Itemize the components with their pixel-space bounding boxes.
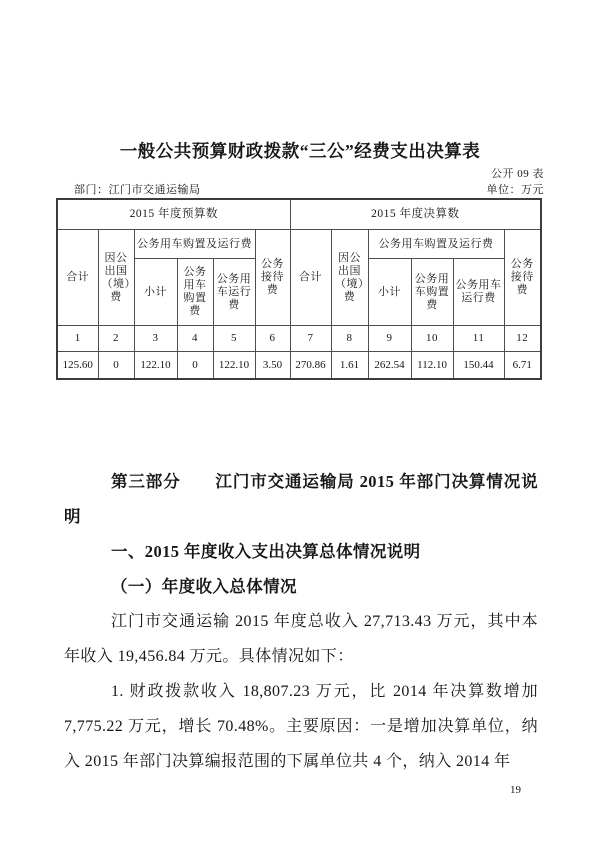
value-cell: 262.54 xyxy=(368,352,411,380)
paragraph-total-income: 江门市交通运输 2015 年度总收入 27,713.43 万元，其中本年收入 19,456.84 万元。具体情况如下： xyxy=(64,613,538,665)
value-cell: 270.86 xyxy=(290,352,331,380)
column-number-cell: 5 xyxy=(213,326,255,352)
column-number-cell: 4 xyxy=(177,326,213,352)
header-reception-budget: 公务接待费 xyxy=(255,230,290,326)
page-number: 19 xyxy=(510,784,521,796)
document-title: 一般公共预算财政拨款“三公”经费支出决算表 xyxy=(119,141,481,161)
header-vehicle-group-budget: 公务用车购置及运行费 xyxy=(134,230,255,259)
column-number-cell: 6 xyxy=(255,326,290,352)
column-number-cell: 8 xyxy=(331,326,368,352)
value-cell: 1.61 xyxy=(331,352,368,380)
header-vehicle-purchase-budget: 公务用车购置费 xyxy=(177,259,213,326)
subheading-overall-statement: 一、2015 年度收入支出决算总体情况说明 xyxy=(111,542,421,561)
unit-label: 单位：万元 xyxy=(486,184,544,196)
header-abroad-final: 因公出国（境）费 xyxy=(331,230,368,326)
subheading-annual-income: （一）年度收入总体情况 xyxy=(111,577,297,596)
table-meta-row xyxy=(57,181,544,197)
final-group-header: 2015 年度决算数 xyxy=(290,199,541,230)
column-number-cell: 2 xyxy=(98,326,134,352)
value-cell: 122.10 xyxy=(213,352,255,380)
column-number-row xyxy=(57,326,541,352)
section-three-heading: 第三部分 江门市交通运输局 2015 年部门决算情况说明 xyxy=(64,472,538,526)
column-number-cell: 7 xyxy=(290,326,331,352)
value-cell: 3.50 xyxy=(255,352,290,380)
value-cell: 0 xyxy=(177,352,213,380)
column-number-cell: 11 xyxy=(453,326,504,352)
column-number-cell: 3 xyxy=(134,326,177,352)
column-number-cell: 9 xyxy=(368,326,411,352)
value-cell: 0 xyxy=(98,352,134,380)
value-cell: 112.10 xyxy=(411,352,453,380)
value-cell: 125.60 xyxy=(57,352,98,380)
header-vehicle-operation-budget: 公务用车运行费 xyxy=(213,259,255,326)
paragraph-fiscal-allocation: 1. 财政拨款收入 18,807.23 万元，比 2014 年决算数增加 7,775.22 万元，增长 70.48%。主要原因：一是增加决算单位，纳入 2015 年部门决算编报范围的下属单位共 4 个，纳入 2014 年 xyxy=(64,683,538,770)
table-header-row xyxy=(57,230,541,259)
three-public-expense-table xyxy=(56,198,542,380)
department-label: 部门：江门市交通运输局 xyxy=(74,184,201,196)
header-subtotal-final: 小计 xyxy=(368,259,411,326)
expense-table-wrapper xyxy=(56,198,542,380)
column-number-cell: 10 xyxy=(411,326,453,352)
table-values-row xyxy=(57,352,541,380)
header-subtotal-budget: 小计 xyxy=(134,259,177,326)
narrative-section xyxy=(64,464,538,779)
header-vehicle-purchase-final: 公务用车购置费 xyxy=(411,259,453,326)
column-number-cell: 1 xyxy=(57,326,98,352)
header-abroad-budget: 因公出国（境）费 xyxy=(98,230,134,326)
header-reception-final: 公务接待费 xyxy=(504,230,541,326)
column-number-cell: 12 xyxy=(504,326,541,352)
value-cell: 6.71 xyxy=(504,352,541,380)
budget-group-header: 2015 年度预算数 xyxy=(57,199,290,230)
value-cell: 122.10 xyxy=(134,352,177,380)
value-cell: 150.44 xyxy=(453,352,504,380)
header-total-budget: 合计 xyxy=(57,230,98,326)
header-vehicle-group-final: 公务用车购置及运行费 xyxy=(368,230,504,259)
table-group-header-row xyxy=(57,199,541,230)
header-vehicle-operation-final: 公务用车运行费 xyxy=(453,259,504,326)
header-total-final: 合计 xyxy=(290,230,331,326)
form-code-label: 公开 09 表 xyxy=(491,168,544,180)
